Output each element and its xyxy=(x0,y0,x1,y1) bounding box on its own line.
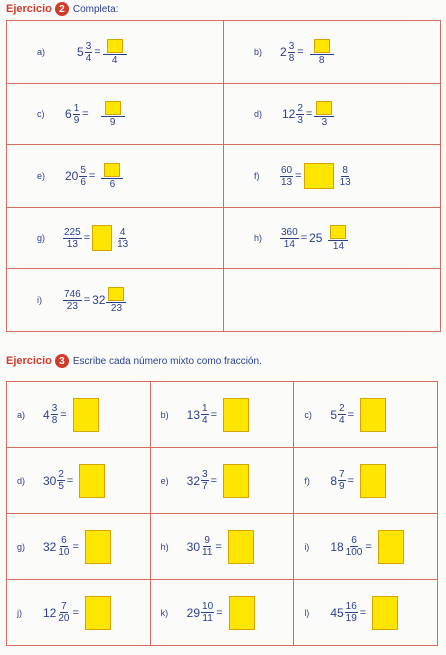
mixed-fraction: $\frac{3}{8}$ xyxy=(288,40,295,64)
equals-sign: = xyxy=(347,474,354,487)
mixed-fraction: $\frac{2}{4}$ xyxy=(339,403,345,426)
answer-box-whole[interactable] xyxy=(304,163,334,189)
answer-box[interactable] xyxy=(360,464,386,498)
ex3-cell-f xyxy=(294,448,438,514)
item-label: c) xyxy=(37,109,45,119)
exercise-2-table xyxy=(6,20,441,332)
answer-fraction: 3 xyxy=(314,101,334,128)
mixed-whole: 29 xyxy=(186,605,201,620)
exercise-2-instruction: Completa: xyxy=(72,3,119,15)
answer-box[interactable] xyxy=(107,39,123,53)
ex3-cell-c xyxy=(294,382,438,448)
mixed-fraction: $\frac{2}{5}$ xyxy=(58,469,64,492)
mixed-whole: 32 xyxy=(186,473,201,488)
ex3-cell-h xyxy=(150,514,294,580)
mixed-fraction: $\frac{3}{7}$ xyxy=(202,469,208,492)
exercise-2-number-badge: 2 xyxy=(55,2,69,16)
answer-fraction: 4 xyxy=(103,39,127,66)
mixed-fraction: $\frac{7}{20}$ xyxy=(58,601,70,624)
item-label: f) xyxy=(304,475,310,486)
mixed-whole: 20 xyxy=(65,169,79,183)
answer-box[interactable] xyxy=(223,398,249,432)
remainder-fraction: $\frac{4}{13}$ xyxy=(117,226,129,250)
ex2-cell-a xyxy=(7,21,224,84)
answer-box[interactable] xyxy=(330,225,346,239)
answer-box[interactable] xyxy=(360,398,386,432)
item-label: e) xyxy=(160,475,169,486)
answer-fraction: 14 xyxy=(328,225,348,252)
equals-sign: = xyxy=(305,108,313,120)
equals-sign: = xyxy=(82,108,89,120)
answer-box[interactable] xyxy=(229,596,255,630)
mixed-whole: 30 xyxy=(43,473,57,488)
equals-sign: = xyxy=(347,408,354,421)
answer-box[interactable] xyxy=(104,163,120,177)
mixed-fraction: $\frac{1}{9}$ xyxy=(73,102,80,126)
ex3-cell-j xyxy=(7,580,151,646)
equals-sign: = xyxy=(94,46,101,58)
item-label: l) xyxy=(304,607,310,618)
result-whole: 32 xyxy=(92,293,106,307)
equals-sign: = xyxy=(210,408,218,421)
item-label: k) xyxy=(160,607,169,618)
ex2-cell-g xyxy=(7,208,224,269)
item-label: f) xyxy=(254,171,260,181)
mixed-fraction: $\frac{2}{3}$ xyxy=(297,102,303,126)
answer-box[interactable] xyxy=(85,596,111,630)
equals-sign: = xyxy=(295,170,302,182)
equals-sign: = xyxy=(216,606,223,619)
item-label: b) xyxy=(254,47,263,57)
answer-box[interactable] xyxy=(108,287,124,301)
mixed-whole: 32 xyxy=(43,539,57,554)
mixed-fraction: $\frac{5}{6}$ xyxy=(80,164,86,188)
ex3-cell-i xyxy=(294,514,438,580)
mixed-fraction: $\frac{16}{19}$ xyxy=(345,601,357,624)
result-whole: 25 xyxy=(309,231,323,245)
equals-sign: = xyxy=(300,232,308,244)
answer-fraction: 6 xyxy=(101,163,123,190)
answer-box[interactable] xyxy=(223,464,249,498)
answer-box[interactable] xyxy=(314,39,330,53)
answer-box[interactable] xyxy=(378,530,404,564)
ex2-cell-h xyxy=(224,208,441,269)
answer-box[interactable] xyxy=(105,101,121,115)
mixed-whole: 4 xyxy=(43,407,50,422)
answer-box[interactable] xyxy=(73,398,99,432)
exercise-3-number-badge: 3 xyxy=(55,354,69,368)
exercise-3-table xyxy=(6,381,438,646)
mixed-whole: 6 xyxy=(65,107,72,121)
mixed-fraction: $\frac{10}{11}$ xyxy=(202,601,214,624)
equals-sign: = xyxy=(210,474,218,487)
equals-sign: = xyxy=(66,474,74,487)
item-label: d) xyxy=(17,475,26,486)
ex2-cell-empty xyxy=(224,269,441,332)
item-label: g) xyxy=(17,541,26,552)
answer-fraction: 23 xyxy=(106,287,126,314)
mixed-fraction: $\frac{6}{100}$ xyxy=(345,535,363,558)
ex3-cell-b xyxy=(150,382,294,448)
answer-box[interactable] xyxy=(85,530,111,564)
mixed-fraction: $\frac{3}{4}$ xyxy=(85,40,92,64)
item-label: i) xyxy=(304,541,310,552)
item-label: e) xyxy=(37,171,46,181)
answer-box[interactable] xyxy=(316,101,332,115)
equals-sign: = xyxy=(83,294,91,306)
improper-fraction: $\frac{746}{23}$ xyxy=(64,288,81,312)
answer-fraction: 8 xyxy=(310,39,334,66)
item-label: i) xyxy=(37,295,42,305)
mixed-whole: 13 xyxy=(186,407,201,422)
item-label: d) xyxy=(254,109,263,119)
mixed-fraction: $\frac{7}{9}$ xyxy=(339,469,345,492)
exercise-2-header xyxy=(6,1,118,17)
mixed-whole: 8 xyxy=(330,473,337,488)
mixed-fraction: $\frac{9}{11}$ xyxy=(202,535,213,558)
answer-fraction: 9 xyxy=(101,101,125,128)
equals-sign: = xyxy=(72,606,79,619)
item-label: h) xyxy=(160,541,169,552)
equals-sign: = xyxy=(88,170,96,182)
item-label: a) xyxy=(17,409,26,420)
ex2-cell-d xyxy=(224,84,441,145)
exercise-3-title: Ejercicio xyxy=(6,355,52,367)
ex3-cell-g xyxy=(7,514,151,580)
mixed-whole: 12 xyxy=(282,107,296,121)
equals-sign: = xyxy=(365,540,372,553)
item-label: c) xyxy=(304,409,312,420)
ex2-cell-f xyxy=(224,145,441,208)
ex2-cell-i xyxy=(7,269,224,332)
equals-sign: = xyxy=(359,606,367,619)
answer-box-whole[interactable] xyxy=(92,225,112,251)
ex3-cell-d xyxy=(7,448,151,514)
ex3-cell-k xyxy=(150,580,294,646)
improper-fraction: $\frac{360}{14}$ xyxy=(281,226,298,250)
mixed-whole: 5 xyxy=(77,45,84,59)
equals-sign: = xyxy=(72,540,79,553)
equals-sign: = xyxy=(83,232,91,244)
mixed-fraction: $\frac{1}{4}$ xyxy=(202,403,208,426)
mixed-whole: 45 xyxy=(330,605,344,620)
mixed-whole: 5 xyxy=(330,407,337,422)
ex3-cell-l xyxy=(294,580,438,646)
answer-box[interactable] xyxy=(79,464,105,498)
item-label: a) xyxy=(37,47,46,57)
remainder-fraction: $\frac{8}{13}$ xyxy=(339,164,351,188)
mixed-fraction: $\frac{3}{8}$ xyxy=(51,403,58,426)
mixed-whole: 30 xyxy=(186,539,201,554)
exercise-3-instruction: Escribe cada número mixto como fracción. xyxy=(72,355,262,367)
ex2-cell-b xyxy=(224,21,441,84)
ex3-cell-a xyxy=(7,382,151,448)
improper-fraction: $\frac{60}{13}$ xyxy=(281,164,293,188)
equals-sign: = xyxy=(60,408,67,421)
ex2-cell-e xyxy=(7,145,224,208)
exercise-3-header xyxy=(6,353,262,369)
item-label: h) xyxy=(254,233,263,243)
item-label: b) xyxy=(160,409,169,420)
mixed-whole: 2 xyxy=(280,45,287,59)
item-label: g) xyxy=(37,233,46,243)
improper-fraction: $\frac{225}{13}$ xyxy=(64,226,81,250)
equals-sign: = xyxy=(297,46,304,58)
answer-box[interactable] xyxy=(228,530,254,564)
ex2-cell-c xyxy=(7,84,224,145)
ex3-cell-e xyxy=(150,448,294,514)
mixed-fraction: $\frac{6}{10}$ xyxy=(58,535,70,558)
equals-sign: = xyxy=(215,540,222,553)
mixed-whole: 18 xyxy=(330,539,344,554)
mixed-whole: 12 xyxy=(43,605,57,620)
item-label: j) xyxy=(17,607,22,618)
exercise-2-title: Ejercicio xyxy=(6,3,52,15)
answer-box[interactable] xyxy=(372,596,398,630)
